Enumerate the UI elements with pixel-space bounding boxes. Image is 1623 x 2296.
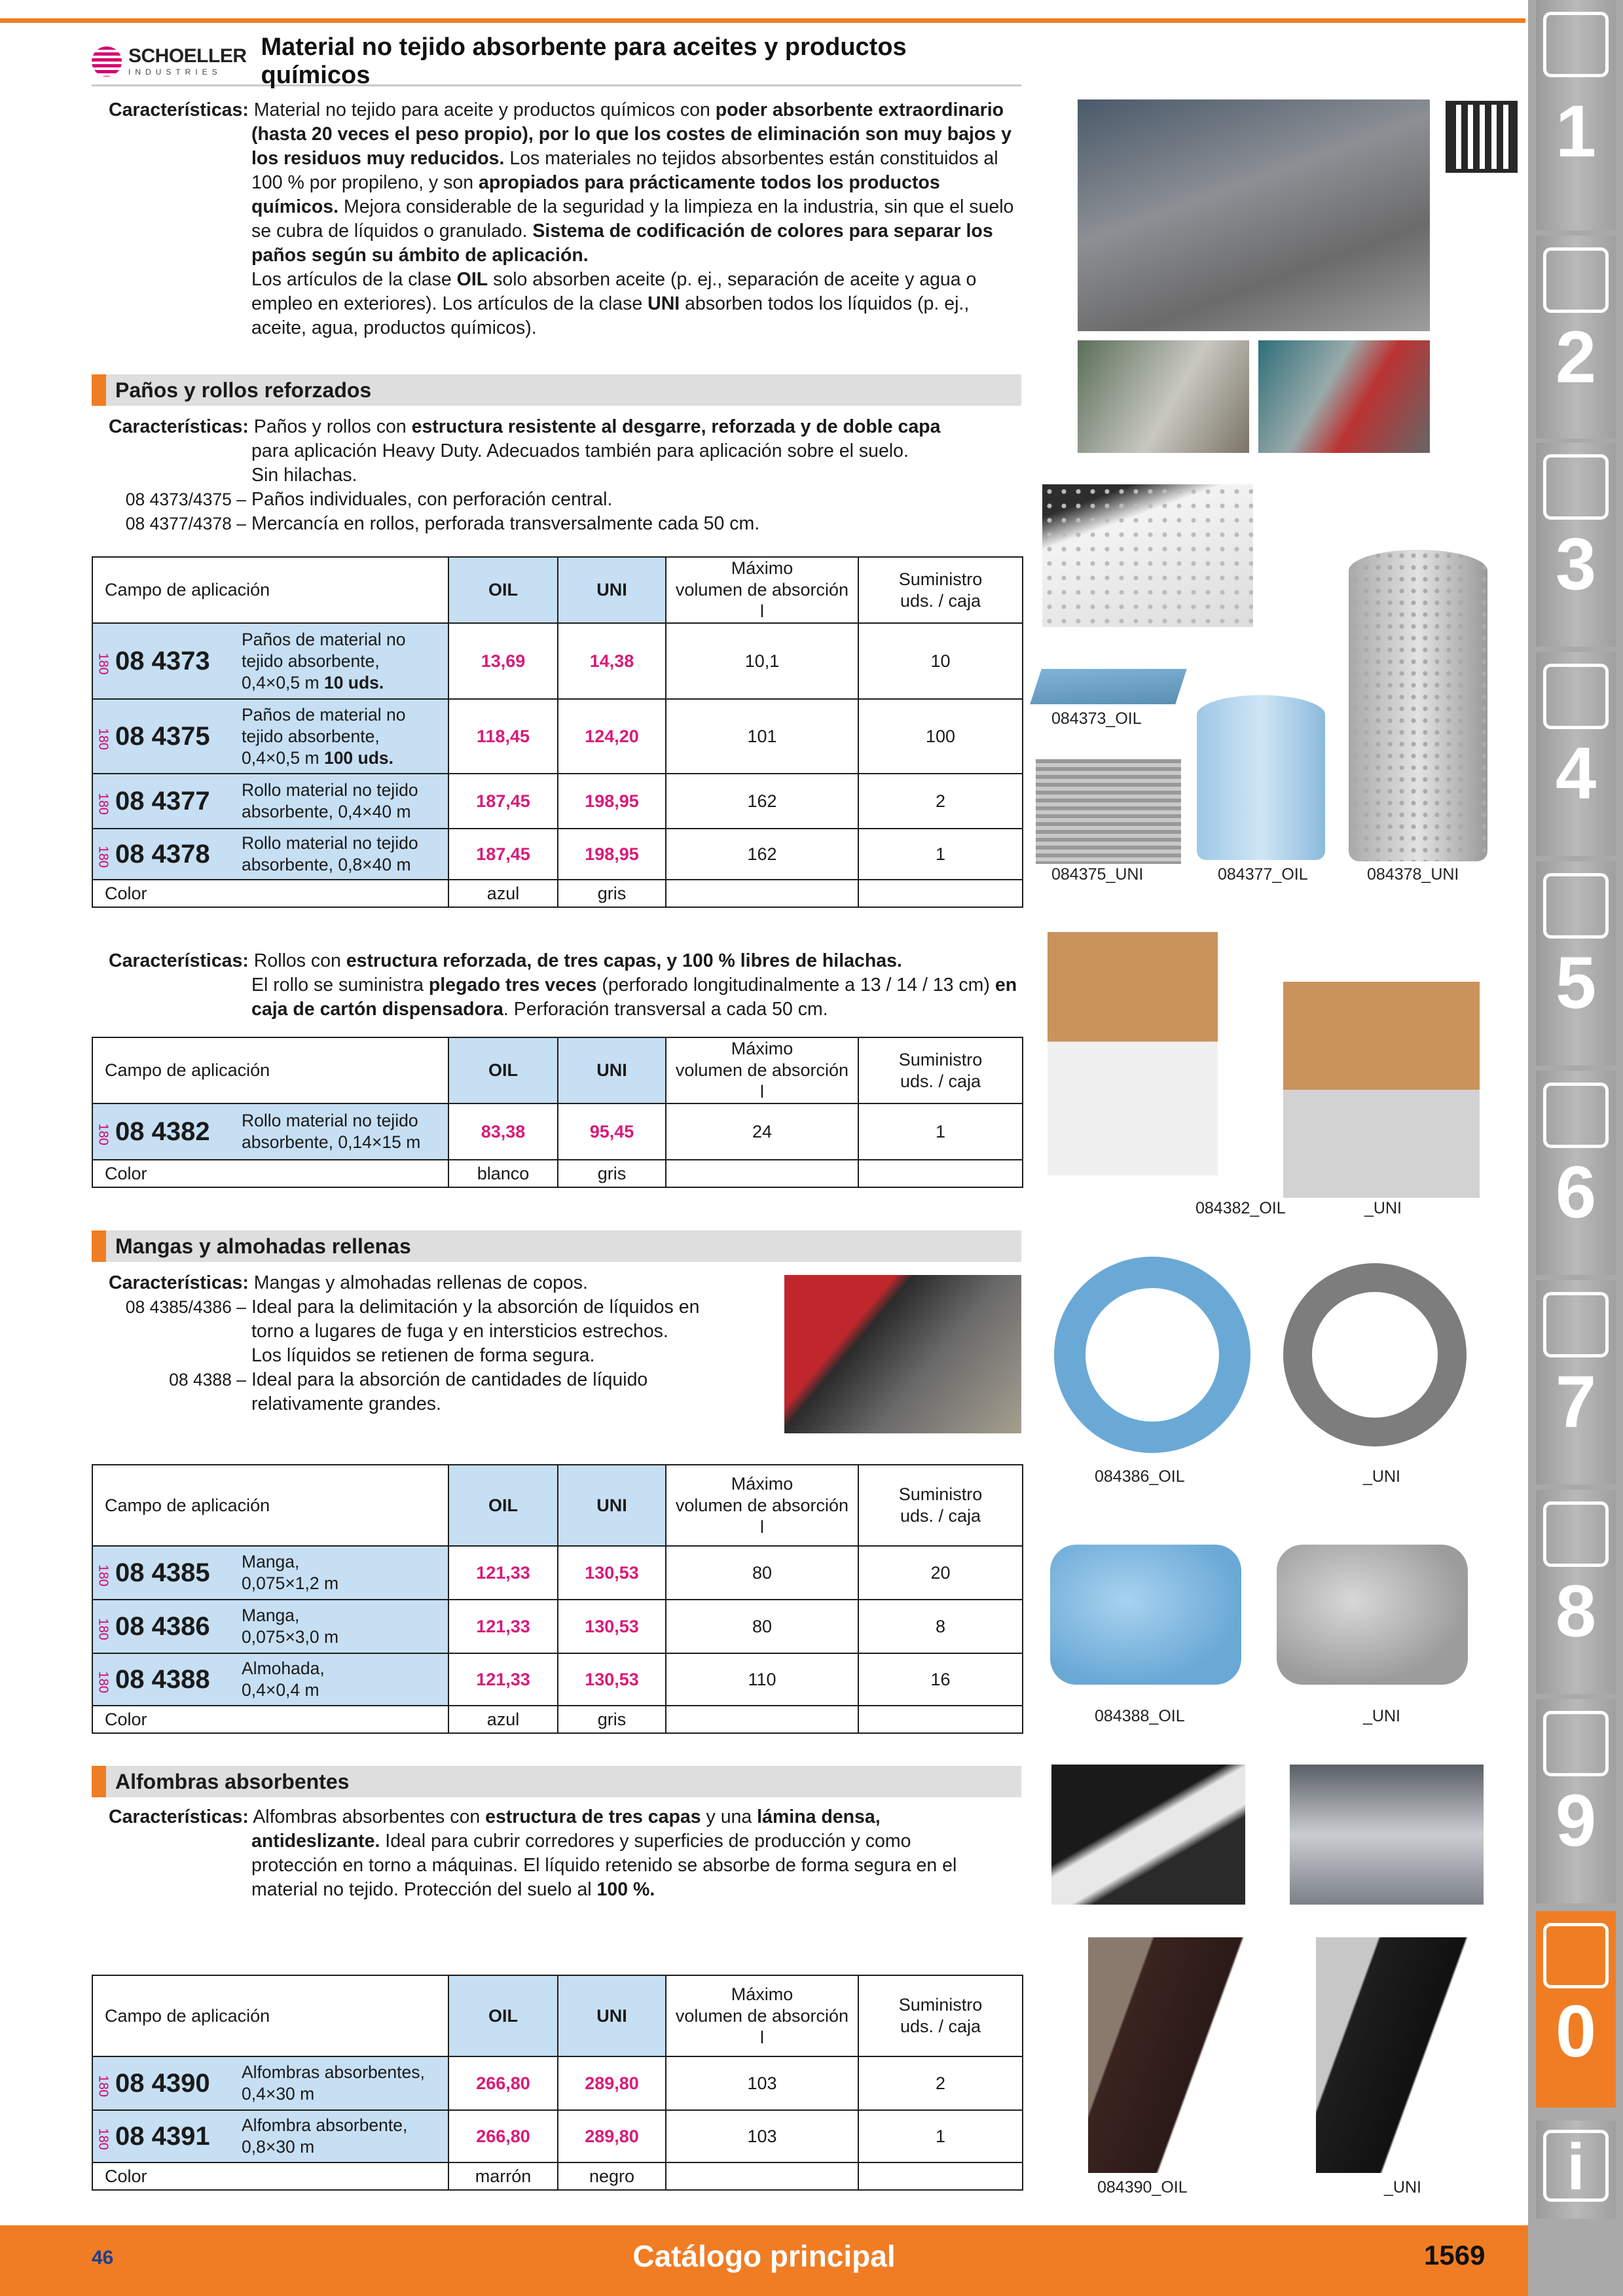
product-084375-grey-pads — [1036, 759, 1181, 864]
table-row[interactable]: 180 08 4390 Alfombras absorbentes, 0,4×30 m 266,80 289,80 103 2 — [92, 2056, 1023, 2110]
photo-machine-spill — [1258, 340, 1430, 453]
table-row[interactable]: 180 08 4386 Manga, 0,075×3,0 m 121,33 130,53 80 8 — [92, 1600, 1023, 1653]
photo-drain-sock — [784, 1275, 1021, 1433]
photo-perforated-pads — [1042, 484, 1253, 627]
section-heading-panos: Paños y rollos reforzados — [92, 374, 1021, 406]
section-heading-mangas: Mangas y almohadas rellenas — [92, 1230, 1021, 1262]
drill-bit-icon — [1543, 12, 1609, 77]
tab-chapter-4[interactable]: 4 — [1536, 652, 1616, 856]
table-row[interactable]: 180 08 4382 Rollo material no tejido absorbente, 0,14×15 m 83,38 95,45 24 1 — [92, 1103, 1023, 1160]
table-row[interactable]: 180 08 4375 Paños de material no tejido absorbente, 0,4×0,5 m 100 uds. 118,45 124,20 101 100 — [92, 699, 1023, 774]
sec4-description: Características: Alfombras absorbentes con estructura de tres capas y una lámina densa, antideslizante. Ideal para cubrir corredores y superficies de producción y como protección en torno a máquinas. El líquido retenido se absorbe de forma segura en el material no tejido. Protección del suelo al 100 %. — [109, 1806, 957, 1900]
caption-084377: 084377_OIL — [1218, 865, 1308, 884]
table-row[interactable]: 180 08 4377 Rollo material no tejido absorbente, 0,4×40 m 187,45 198,95 162 2 — [92, 774, 1023, 829]
section-heading-alfombras: Alfombras absorbentes — [92, 1766, 1021, 1797]
th-max: Máximo volumen de absorción l — [666, 557, 858, 623]
tab-chapter-5[interactable]: 5 — [1536, 861, 1616, 1066]
sec3-description: Características: Mangas y almohadas rellenas de copos. 08 4385/4386 – Ideal para la delimitación y la absorción de líquidos en torno a lugares de fuga y en intersticios estrechos. Los líquidos se retienen de forma segura. 08 4388 – Ideal para la absorción de cantidades de líquido relativamente grandes. — [109, 1272, 700, 1414]
page-header — [92, 33, 1021, 89]
tab-info[interactable]: i — [1536, 2121, 1616, 2219]
tab-chapter-8[interactable]: 8 — [1536, 1490, 1616, 1694]
product-084377-blue-roll — [1197, 695, 1325, 860]
tab-chapter-0[interactable]: 0 — [1536, 1911, 1616, 2108]
sec2-description: Características: Rollos con estructura reforzada, de tres capas, y 100 % libres de hilachas. El rollo se suministra plegado tres veces (perforado longitudinalmente a 13 / 14 / 13 cm) en caja de cartón dispensadora. Perforación transversal a cada 50 cm. — [109, 950, 1017, 1020]
caption-084390: 084390_OIL — [1097, 2178, 1188, 2197]
safety-goggles-icon — [1543, 1923, 1609, 1988]
photo-workshop-floor — [1078, 99, 1430, 331]
photo-mat-corridor — [1290, 1765, 1484, 1905]
caption-084378: 084378_UNI — [1367, 865, 1459, 884]
table-rollos-dispensador: Campo de aplicación OIL UNI Máximo volumen de absorción l Suministro uds. / caja 180 08 4382 Rollo material no tejido absorbente, 0,14×15 m 83,38 95,45 24 1 Color blanco gris — [92, 1037, 1023, 1188]
footer-left-number: 46 — [92, 2247, 114, 2269]
product-084373-blue-pads — [1030, 669, 1187, 704]
caption-084382-uni: _UNI — [1364, 1199, 1402, 1217]
brand-name: SCHOELLER — [128, 45, 247, 67]
caption-084388: 084388_OIL — [1095, 1707, 1185, 1725]
th-oil: OIL — [448, 557, 558, 623]
wrench-icon — [1543, 1083, 1609, 1148]
product-084386-grey-sock — [1283, 1263, 1467, 1446]
product-084388-grey-pillow — [1277, 1545, 1468, 1685]
product-084390-brown-mat — [1088, 1937, 1258, 2173]
product-084391-black-mat — [1316, 1937, 1480, 2173]
tab-chapter-9[interactable]: 9 — [1536, 1699, 1616, 1903]
table-row[interactable]: 180 08 4378 Rollo material no tejido absorbente, 0,8×40 m 187,45 198,95 162 1 — [92, 829, 1023, 880]
saw-blade-icon — [1543, 873, 1609, 939]
tab-chapter-1[interactable]: 1 — [1536, 0, 1616, 230]
caption-084388-uni: _UNI — [1363, 1707, 1400, 1725]
caption-084386: 084386_OIL — [1095, 1467, 1185, 1486]
product-084388-blue-pillow — [1050, 1545, 1241, 1685]
tool-board-icon — [1543, 1501, 1609, 1567]
table-alfombras: Campo de aplicación OIL UNI Máximo volumen de absorción l Suministro uds. / caja 180 08 4390 Alfombras absorbentes, 0,4×30 m 266,80 289,80 103 2 180 08 4391 Alfombra absorbente, 0,8×30 m 266,80 289,80 103 1 Color marrón negro — [92, 1975, 1023, 2191]
th-campo: Campo de aplicación — [92, 557, 448, 623]
tool-holder-icon — [1543, 454, 1609, 520]
th-uni: UNI — [558, 557, 666, 623]
color-row: Color azul gris — [92, 880, 1023, 907]
brand-sub: INDUSTRIES — [128, 67, 222, 77]
qr-code-icon[interactable] — [1446, 101, 1518, 173]
pliers-icon — [1543, 1292, 1609, 1357]
tab-chapter-2[interactable]: 2 — [1536, 236, 1616, 439]
cutting-insert-icon — [1543, 247, 1609, 313]
table-row[interactable]: 180 08 4373 Paños de material no tejido absorbente, 0,4×0,5 m 10 uds. 13,69 14,38 10,1 10 — [92, 623, 1023, 699]
product-084382-box-white — [1048, 932, 1218, 1175]
table-row[interactable]: 180 08 4385 Manga, 0,075×1,2 m 121,33 130,53 80 20 — [92, 1546, 1023, 1600]
table-row[interactable]: 180 08 4388 Almohada, 0,4×0,4 m 121,33 130,53 110 16 — [92, 1653, 1023, 1706]
footer-catalog-title: Catálogo principal — [632, 2239, 896, 2273]
caption-084373: 084373_OIL — [1051, 709, 1142, 728]
caption-084390-uni: _UNI — [1384, 2178, 1421, 2197]
table-panos-rollos — [92, 556, 1023, 908]
intro-text: Características: Material no tejido para aceite y productos químicos con poder absorbente extraordinario (hasta 20 veces el peso propio), por lo que los costes de eliminación son muy bajos y los residuos muy reducidos. Los materiales no tejidos absorbentes están constituidos al 100 % por propileno, y son apropiados para prácticamente todos los productos químicos. Mejora considerable de la seguridad y la limpieza en la industria, sin que el suelo se cubra de líquidos o granulado. Sistema de codificación de colores para separar los paños según su ámbito de aplicación. Los artículos de la clase OIL solo absorben aceite (p. ej., separación de aceite y agua o empleo en exteriores). Los artículos de la clase UNI absorben todos los líquidos (p. ej., aceite, agua, productos químicos). — [109, 99, 1014, 338]
tool-cabinet-icon — [1543, 1711, 1609, 1776]
th-suministro: Suministro uds. / caja — [858, 557, 1023, 623]
caption-084382: 084382_OIL — [1195, 1199, 1286, 1217]
photo-wiping-spill — [1078, 340, 1249, 453]
table-mangas-almohadas: Campo de aplicación OIL UNI Máximo volumen de absorción l Suministro uds. / caja 180 08 4385 Manga, 0,075×1,2 m 121,33 130,53 80 20 180 08 4386 Manga, 0,075×3,0 m 121,33 130,53 80 8 180 08 4388 Almohada, 0,4×0,4 m 121,33 130,53 110 16 Color azul gris — [92, 1464, 1023, 1734]
page-title: Material no tejido absorbente para aceites y productos químicos — [261, 33, 907, 89]
caption-084375: 084375_UNI — [1051, 865, 1144, 884]
brand-logo — [92, 46, 247, 77]
logo-mark-icon — [92, 46, 122, 77]
table-row[interactable]: 180 08 4391 Alfombra absorbente, 0,8×30 m 266,80 289,80 103 1 — [92, 2110, 1023, 2162]
product-084382-box-grey — [1283, 982, 1480, 1198]
caliper-icon — [1543, 664, 1609, 729]
tab-chapter-6[interactable]: 6 — [1536, 1071, 1616, 1275]
page-number: 1569 — [1424, 2240, 1486, 2270]
photo-mat-closeup — [1051, 1765, 1245, 1905]
product-084378-grey-roll — [1349, 550, 1487, 861]
sec1-description: Características: Paños y rollos con estructura resistente al desgarre, reforzada y de doble capa para aplicación Heavy Duty. Adecuados también para aplicación sobre el suelo. Sin hilachas. 08 4373/4375 – Paños individuales, con perforación central. 08 4377/4378 – Mercancía en rollos, perforada transversalmente cada 50 cm. — [109, 416, 941, 534]
top-accent-line — [0, 18, 1525, 23]
caption-084386-uni: _UNI — [1363, 1467, 1400, 1486]
tab-chapter-3[interactable]: 3 — [1536, 442, 1616, 647]
product-084386-blue-sock — [1054, 1257, 1250, 1453]
tab-chapter-7[interactable]: 7 — [1536, 1280, 1616, 1484]
